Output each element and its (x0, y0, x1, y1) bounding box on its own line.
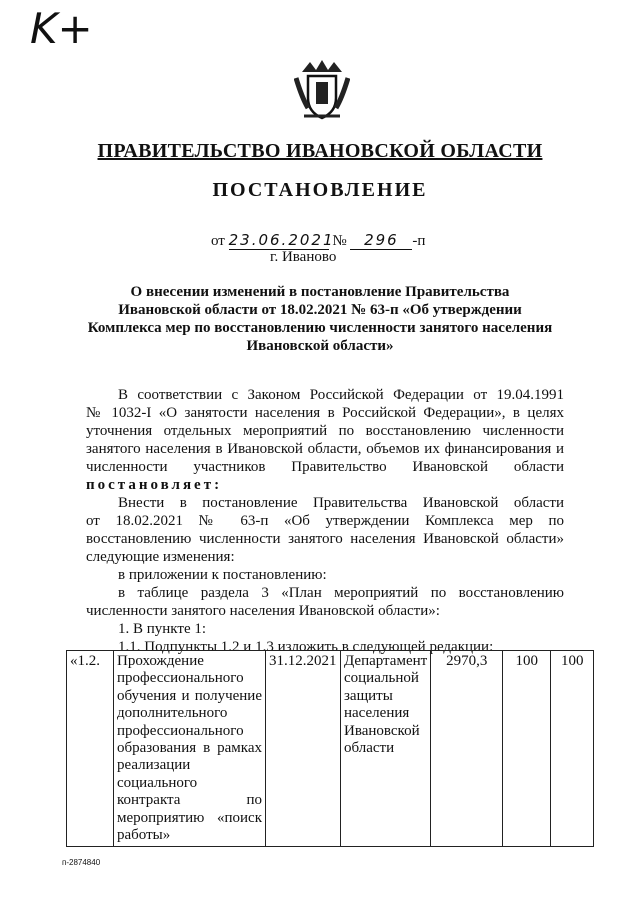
body-line: численности занятого населения Ивановской области»: (86, 603, 440, 619)
handwritten-mark: K+ (30, 4, 93, 53)
table-cell-responsible: Департамент социальной защиты населения Ивановской области (341, 651, 431, 847)
body-line: численности участников Правительство Ивановской области (86, 459, 564, 475)
date-prefix: от (211, 233, 225, 249)
body-line: занятого населения в Ивановской области, объемов их финансирования и (86, 441, 564, 457)
organization-name: ПРАВИТЕЛЬСТВО ИВАНОВСКОЙ ОБЛАСТИ (97, 140, 543, 162)
coat-of-arms-icon (294, 58, 350, 122)
body-line: Внести в постановление Правительства Ивановской области (118, 495, 564, 511)
body-line: в приложении к постановлению: (118, 567, 327, 583)
table-cell-value: 100 (503, 651, 551, 847)
number-suffix: -п (412, 233, 426, 249)
document-type: ПОСТАНОВЛЕНИЕ (212, 179, 428, 201)
body-line: восстановлению численности занятого населения Ивановской области» (86, 531, 564, 547)
body-line: В соответствии с Законом Российской Федерации от 19.04.1991 (118, 387, 564, 403)
document-title (0, 283, 640, 355)
body-line: следующие изменения: (86, 549, 235, 565)
measures-table (66, 650, 594, 847)
body-line: № 1032-I «О занятости населения в Российской Федерации», в целях (86, 405, 564, 421)
table-cell-measure: Прохождение профессионального обучения и получение дополнительного профессионального образования в рамках реализации социального контракта по мероприятию «поиск работы» (114, 651, 266, 847)
table-cell-amount: 2970,3 (431, 651, 503, 847)
number-prefix: № (332, 233, 347, 249)
body-line: 1. В пункте 1: (118, 621, 207, 637)
footer-code: п-2874840 (62, 858, 101, 867)
title-line: Комплекса мер по восстановлению численности занятого населения (87, 320, 553, 336)
table-cell-number: «1.2. (67, 651, 114, 847)
title-line: О внесении изменений в постановление Правительства (130, 284, 510, 300)
table-cell-value: 100 (551, 651, 594, 847)
body-line: в таблице раздела 3 «План мероприятий по восстановлению (118, 585, 564, 601)
title-line: Ивановской области» (246, 338, 394, 354)
table-cell-deadline: 31.12.2021 (266, 651, 341, 847)
city: г. Иваново (270, 249, 337, 265)
table-row (67, 651, 594, 847)
body-line: от 18.02.2021 № 63-п «Об утверждении Комплекса мер по (86, 513, 564, 529)
body-line: постановляет: (86, 477, 223, 493)
body-line: уточнения отдельных мероприятий по восстановлению численности (86, 423, 564, 439)
doc-number: 296 (350, 231, 412, 250)
body-line: 1.1. Подпункты 1.2 и 1.3 изложить в следующей редакции: (118, 639, 494, 655)
title-line: Ивановской области от 18.02.2021 № 63-п «Об утверждении (118, 302, 522, 318)
date-number-line (211, 231, 425, 250)
date: 23.06.2021 (228, 231, 335, 249)
